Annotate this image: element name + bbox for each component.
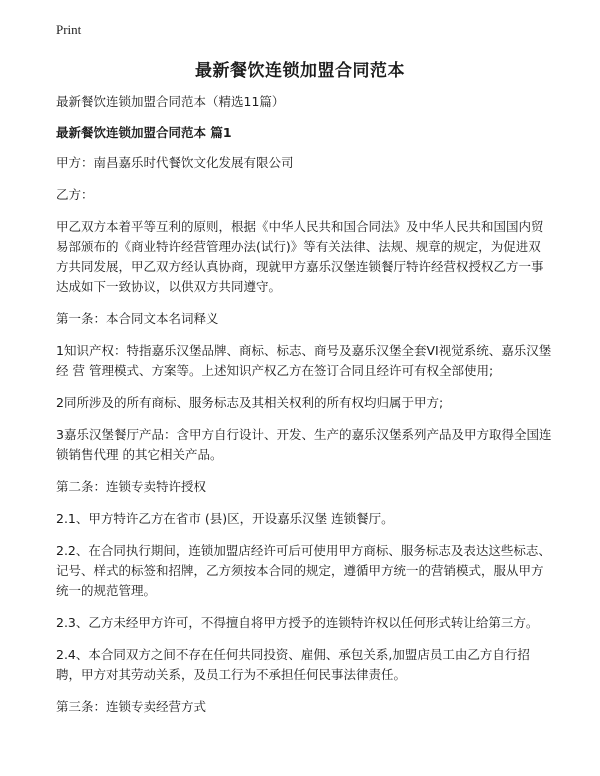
article-1-clause-1: 1知识产权：特指嘉乐汉堡品牌、商标、标志、商号及嘉乐汉堡全套VI视觉系统、嘉乐汉堡 经 营 管理模式、方案等。上述知识产权乙方在签订合同且经许可有权全部使用; [56,343,552,378]
article-1-heading: 第一条：本合同文本名词释义 [56,311,219,326]
preamble-paragraph: 甲乙双方本着平等互利的原则，根据《中华人民共和国合同法》及中华人民共和国国内贸易部颁布的《商业特许经营管理办法(试行)》等有关法律、法规、规章的规定，为促进双方共同发展，甲乙双方经认真协商，现就甲方嘉乐汉堡连锁餐厅特许经营权授权乙方一事达成如下一致协议，以供双方共同遵守。 [56,219,544,294]
document-body [56,92,552,729]
article-2-clause-4: 2.4、本合同双方之间不存在任何共同投资、雇佣、承包关系,加盟店员工由乙方自行招聘，甲方对其劳动关系，及员工行为不承担任何民事法律责任。 [56,647,530,682]
article-2-clause-1: 2.1、甲方特许乙方在省市 (县)区，开设嘉乐汉堡 连锁餐厅。 [56,511,394,526]
document-subtitle: 最新餐饮连锁加盟合同范本（精选11篇） [56,94,285,109]
print-link[interactable]: Print [56,22,82,37]
article-3-heading: 第三条：连锁专卖经营方式 [56,699,207,714]
section-heading: 最新餐饮连锁加盟合同范本 篇1 [56,125,232,140]
article-2-clause-3: 2.3、乙方未经甲方许可，不得擅自将甲方授予的连锁特许权以任何形式转让给第三方。 [56,615,539,630]
article-1-clause-3: 3嘉乐汉堡餐厅产品：含甲方自行设计、开发、生产的嘉乐汉堡系列产品及甲方取得全国连锁销售代理 的其它相关产品。 [56,427,552,462]
article-2-heading: 第二条：连锁专卖特许授权 [56,479,207,494]
document-title: 最新餐饮连锁加盟合同范本 [195,61,405,81]
party-a-line: 甲方：南昌嘉乐时代餐饮文化发展有限公司 [56,155,294,170]
article-1-clause-2: 2同所涉及的所有商标、服务标志及其相关权利的所有权均归属于甲方; [56,395,444,410]
party-b-line: 乙方： [56,187,94,202]
article-2-clause-2: 2.2、在合同执行期间，连锁加盟店经许可后可使用甲方商标、服务标志及表达这些标志、记号、样式的标签和招牌，乙方须按本合同的规定，遵循甲方统一的营销模式，服从甲方统一的规范管理。 [56,543,551,598]
